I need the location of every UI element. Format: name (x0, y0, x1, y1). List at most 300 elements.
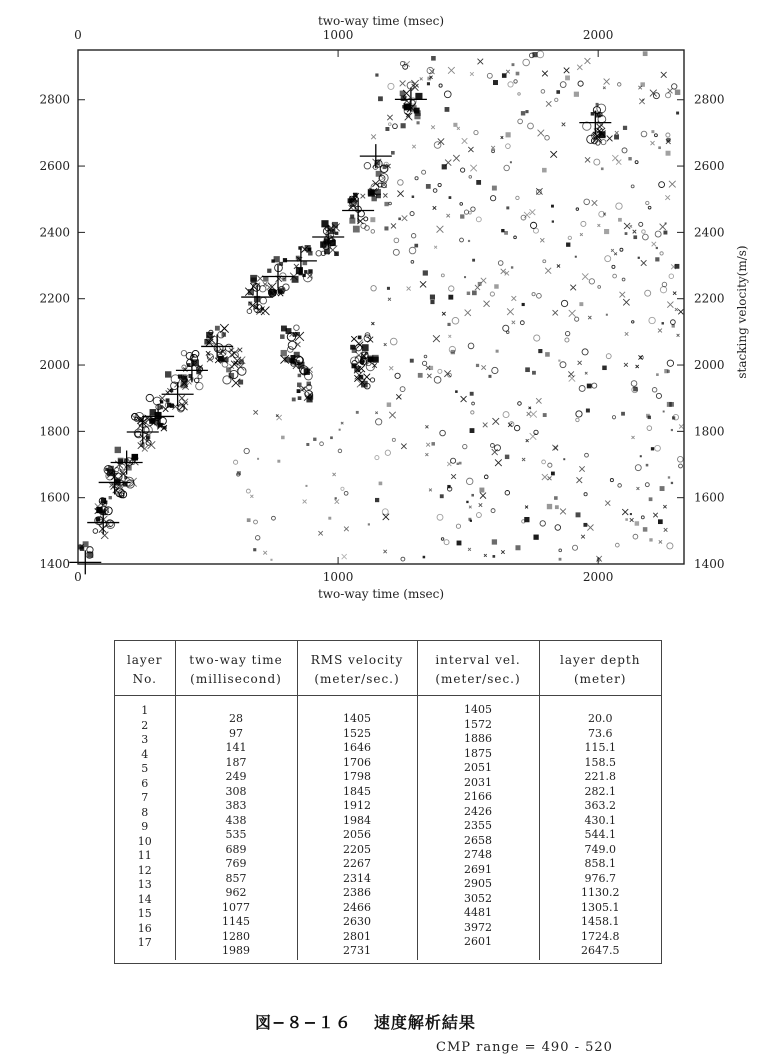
scatter-point (223, 376, 231, 384)
scatter-point (659, 540, 662, 543)
scatter-point (440, 494, 444, 498)
scatter-point (566, 242, 570, 246)
scatter-point (632, 321, 634, 323)
scatter-point (516, 72, 520, 76)
scatter-point (423, 556, 426, 559)
scatter-point (579, 466, 584, 471)
y-tick-label-left: 2800 (39, 92, 70, 107)
scatter-point (471, 207, 475, 211)
scatter-point (313, 438, 316, 441)
scatter-point (417, 121, 420, 124)
scatter-point (641, 260, 647, 266)
scatter-point (269, 289, 276, 296)
scatter-point (587, 524, 593, 530)
scatter-point (556, 90, 560, 94)
scatter-point (630, 225, 632, 227)
scatter-point (652, 242, 656, 246)
two-way-time-value: 141 (225, 741, 247, 754)
scatter-point (579, 386, 585, 392)
scatter-point (501, 550, 504, 553)
scatter-point (238, 380, 243, 385)
scatter-point (490, 443, 494, 447)
rms-velocity-value: 2801 (343, 929, 371, 943)
scatter-point (334, 251, 339, 256)
two-way-time-value: 1077 (222, 900, 250, 914)
scatter-point (675, 264, 680, 269)
velocity-table-container (114, 640, 662, 964)
layer-no-value: 15 (137, 907, 152, 920)
scatter-point (599, 211, 605, 217)
scatter-point (330, 436, 333, 439)
x-tick-label-top: 0 (74, 28, 82, 42)
scatter-point (648, 206, 651, 209)
scatter-point (254, 520, 258, 524)
scatter-point (492, 539, 497, 544)
scatter-point (583, 523, 587, 527)
scatter-point (388, 123, 391, 126)
two-way-time-value: 857 (225, 871, 247, 885)
scatter-point (361, 194, 366, 199)
scatter-point (107, 469, 114, 476)
scatter-point (665, 195, 670, 200)
scatter-point (635, 465, 641, 471)
scatter-point (370, 378, 374, 382)
y-tick-label-right: 1600 (694, 490, 725, 505)
scatter-point (379, 482, 383, 486)
scatter-point (542, 168, 547, 173)
scatter-point (529, 407, 531, 409)
rms-velocity-value: 1984 (343, 813, 371, 827)
scatter-point (294, 325, 300, 331)
scatter-point (370, 217, 375, 222)
scatter-point (304, 270, 307, 273)
scatter-point (635, 521, 639, 525)
scatter-point (555, 98, 558, 101)
two-way-time-value: 438 (225, 813, 247, 827)
scatter-point (504, 165, 509, 170)
scatter-point (602, 366, 606, 370)
interval-vel-value: 4481 (464, 906, 492, 919)
scatter-point (671, 429, 673, 431)
scatter-point (537, 293, 542, 298)
scatter-point (639, 222, 643, 226)
scatter-point (576, 411, 582, 417)
scatter-point (662, 322, 664, 324)
scatter-point (460, 214, 464, 218)
scatter-point (678, 309, 683, 314)
scatter-point (514, 425, 519, 430)
scatter-point (585, 453, 589, 457)
scatter-point (271, 259, 274, 262)
scatter-point (633, 230, 637, 234)
scatter-point (217, 350, 224, 357)
scatter-point (453, 123, 457, 127)
layer-no-value: 13 (137, 878, 152, 891)
scatter-point (422, 170, 426, 174)
scatter-point (558, 360, 560, 362)
scatter-point (643, 234, 649, 240)
scatter-point (401, 123, 406, 128)
scatter-point (333, 473, 336, 476)
layer-no-value: 8 (141, 805, 149, 819)
scatter-point (463, 444, 467, 448)
scatter-point (277, 460, 280, 463)
scatter-point (645, 483, 649, 487)
cmp-range-label: CMP range = 490 - 520 (436, 1040, 613, 1055)
scatter-point (597, 224, 600, 227)
scatter-point (546, 101, 551, 106)
scatter-point (424, 355, 427, 358)
scatter-point (652, 387, 657, 392)
scatter-point (514, 80, 517, 83)
scatter-point (530, 222, 536, 228)
scatter-point (229, 373, 234, 378)
scatter-point (618, 484, 622, 488)
scatter-point (370, 191, 374, 195)
scatter-point (480, 493, 486, 499)
layer-depth-value: 363.2 (584, 799, 616, 812)
scatter-point (578, 361, 582, 365)
scatter-point (403, 64, 408, 69)
scatter-point (451, 350, 455, 354)
scatter-point (99, 525, 106, 532)
scatter-point (434, 142, 441, 149)
scatter-point (675, 308, 678, 311)
scatter-point (457, 541, 462, 546)
scatter-point (616, 160, 621, 165)
scatter-point (554, 496, 558, 500)
scatter-point (588, 316, 591, 319)
scatter-point (552, 220, 554, 222)
scatter-point (278, 289, 282, 293)
layer-no-value: 6 (141, 776, 149, 790)
scatter-point (650, 141, 654, 145)
scatter-point (541, 90, 545, 94)
scatter-point (306, 443, 309, 446)
scatter-point (522, 458, 525, 461)
scatter-point (383, 193, 387, 197)
scatter-points (78, 51, 683, 562)
scatter-point (492, 150, 495, 153)
scatter-point (597, 124, 603, 130)
scatter-point (303, 500, 307, 504)
figure-caption (255, 1010, 476, 1033)
scatter-point (382, 509, 388, 515)
scatter-point (506, 144, 511, 149)
scatter-point (358, 211, 364, 217)
scatter-point (420, 77, 423, 80)
scatter-point (655, 257, 659, 261)
scatter-point (496, 350, 499, 353)
layer-no-value: 1 (141, 704, 149, 717)
scatter-point (521, 215, 526, 220)
rms-velocity-value: 2731 (343, 944, 371, 957)
scatter-point (562, 123, 566, 127)
scatter-point (601, 167, 604, 170)
scatter-point (545, 135, 550, 140)
two-way-time-value: 187 (225, 755, 247, 769)
scatter-point (318, 531, 322, 535)
interval-vel-value: 2601 (464, 935, 492, 948)
scatter-point (288, 341, 296, 349)
scatter-point (578, 81, 583, 86)
scatter-point (570, 285, 576, 291)
rms-velocity-value: 1912 (343, 799, 371, 812)
scatter-point (498, 261, 503, 266)
scatter-point (339, 429, 341, 431)
scatter-point (641, 131, 647, 137)
scatter-point (250, 495, 253, 498)
scatter-point (514, 236, 517, 239)
scatter-point (536, 398, 541, 403)
scatter-point (457, 127, 460, 130)
scatter-point (465, 310, 471, 316)
scatter-point (476, 180, 481, 185)
scatter-point (426, 443, 430, 447)
scatter-point (668, 476, 670, 478)
velocity-pick (176, 358, 208, 382)
scatter-point (478, 59, 484, 65)
table-body-row (115, 696, 661, 960)
scatter-point (502, 73, 507, 78)
figure-number: 図−８−１６ (255, 1013, 352, 1032)
scatter-point (476, 217, 481, 222)
scatter-point (542, 71, 548, 77)
scatter-point (470, 520, 472, 522)
scatter-point (576, 512, 581, 517)
scatter-point (551, 472, 555, 476)
scatter-point (677, 334, 680, 337)
scatter-point (643, 51, 648, 56)
two-way-time-value: 769 (225, 857, 247, 870)
scatter-point (508, 82, 513, 87)
scatter-point (448, 67, 455, 74)
scatter-point (585, 157, 590, 162)
scatter-point (304, 369, 310, 375)
scatter-point (532, 293, 535, 296)
scatter-point (124, 476, 127, 479)
scatter-point (412, 195, 414, 197)
scatter-point (560, 82, 566, 88)
layer-depth-value: 158.5 (584, 755, 616, 769)
scatter-point (576, 208, 579, 211)
scatter-point (255, 536, 259, 540)
scatter-point (666, 151, 671, 156)
scatter-point (442, 312, 445, 315)
scatter-point (479, 488, 484, 493)
scatter-point (512, 63, 515, 66)
interval-vel-value: 2691 (464, 862, 492, 876)
scatter-point (540, 238, 544, 242)
scatter-point (422, 361, 426, 365)
scatter-point (605, 256, 611, 262)
scatter-point (495, 459, 502, 466)
interval-vel-value: 1886 (464, 732, 492, 745)
scatter-point (672, 324, 675, 327)
scatter-point (307, 382, 311, 386)
scatter-point (671, 482, 673, 484)
scatter-point (530, 411, 537, 418)
scatter-point (525, 110, 528, 113)
scatter-point (234, 460, 238, 464)
scatter-point (251, 277, 257, 283)
scatter-point (466, 501, 468, 503)
scatter-point (646, 201, 649, 204)
scatter-point (534, 335, 540, 341)
scatter-point (656, 393, 661, 398)
layer-depth-value: 1724.8 (581, 929, 620, 943)
scatter-point (414, 113, 420, 119)
scatter-point (573, 545, 578, 550)
scatter-point (639, 99, 644, 104)
scatter-point (294, 352, 300, 358)
scatter-point (146, 394, 153, 401)
scatter-point (548, 463, 552, 467)
scatter-point (478, 282, 482, 286)
velocity-pick (312, 225, 344, 249)
scatter-point (542, 460, 546, 464)
scatter-point (444, 540, 449, 545)
scatter-point (455, 390, 458, 393)
scatter-point (434, 246, 437, 249)
scatter-point (371, 286, 376, 291)
layer-depth-value: 749.0 (584, 842, 616, 856)
scatter-point (415, 177, 418, 180)
two-way-time-value: 383 (225, 799, 247, 812)
scatter-point (492, 449, 498, 455)
scatter-point (614, 252, 617, 255)
scatter-point (574, 92, 579, 97)
scatter-point (166, 398, 170, 402)
scatter-point (625, 332, 628, 335)
scatter-point (393, 124, 398, 129)
scatter-point (615, 131, 619, 135)
scatter-point (282, 277, 286, 281)
scatter-point (215, 326, 220, 331)
scatter-point (594, 159, 600, 165)
scatter-point (647, 426, 652, 431)
scatter-point (577, 65, 582, 70)
x-tick-label-bottom: 1000 (322, 570, 354, 584)
scatter-point (277, 415, 282, 420)
scatter-point (375, 456, 379, 460)
scatter-point (555, 505, 559, 509)
scatter-point (353, 226, 360, 233)
scatter-point (484, 301, 490, 307)
scatter-point (543, 413, 547, 417)
scatter-point (631, 381, 637, 387)
scatter-point (493, 555, 496, 558)
scatter-point (669, 181, 676, 188)
scatter-point (253, 548, 256, 551)
scatter-point (389, 412, 395, 418)
scatter-point (281, 350, 287, 356)
scatter-point (431, 125, 435, 129)
scatter-point (411, 80, 418, 87)
scatter-point (390, 338, 397, 345)
scatter-point (426, 184, 431, 189)
scatter-point (296, 360, 300, 364)
scatter-point (368, 523, 370, 525)
scatter-point (559, 549, 562, 552)
scatter-point (194, 378, 199, 383)
scatter-point (361, 381, 368, 388)
scatter-point (437, 226, 444, 233)
scatter-point (669, 402, 674, 407)
two-way-time-value: 28 (229, 712, 243, 725)
scatter-point (492, 367, 498, 373)
scatter-point (342, 554, 347, 559)
scatter-point (364, 374, 371, 381)
layer-depth-value: 282.1 (584, 784, 616, 798)
scatter-point (270, 559, 272, 561)
scatter-point (373, 357, 379, 363)
scatter-point (356, 411, 359, 414)
scatter-point (679, 464, 683, 468)
scatter-point (321, 220, 328, 227)
scatter-point (603, 87, 605, 89)
scatter-point (575, 256, 577, 258)
scatter-point (433, 189, 437, 193)
velocity-pick (201, 334, 233, 358)
table-header-row (115, 641, 661, 696)
scatter-point (469, 176, 472, 179)
scatter-point (658, 329, 662, 333)
scatter-point (461, 168, 465, 172)
layer-no-value: 4 (141, 747, 149, 761)
scatter-point (349, 218, 355, 224)
rms-velocity-value: 1525 (343, 726, 371, 740)
scatter-point (484, 554, 487, 557)
velocity-pick (342, 199, 374, 223)
scatter-point (633, 387, 638, 392)
scatter-point (612, 416, 615, 419)
scatter-point (596, 103, 599, 106)
x-axis-label-bottom: two-way time (msec) (317, 587, 445, 601)
y-tick-label-right: 2200 (694, 291, 725, 306)
scatter-point (448, 295, 453, 300)
scatter-point (565, 338, 569, 342)
scatter-point (521, 111, 525, 115)
layer-depth-value: 73.6 (588, 726, 613, 740)
scatter-point (305, 245, 311, 251)
scatter-point (393, 249, 399, 255)
scatter-point (403, 105, 407, 109)
scatter-point (165, 371, 171, 377)
scatter-point (656, 373, 659, 376)
y-tick-label-right: 2400 (694, 225, 725, 240)
scatter-point (592, 200, 598, 206)
scatter-point (640, 455, 642, 457)
scatter-point (649, 538, 652, 541)
x-tick-label-top: 1000 (322, 28, 354, 42)
column-layer-depth (539, 696, 661, 960)
scatter-point (560, 509, 566, 515)
interval-vel-value: 2031 (464, 775, 492, 789)
scatter-point (261, 307, 264, 310)
scatter-point (550, 151, 557, 158)
scatter-point (645, 290, 651, 296)
scatter-point (660, 486, 665, 491)
scatter-point (392, 438, 395, 441)
scatter-point (244, 448, 249, 453)
scatter-point (385, 127, 389, 131)
scatter-point (247, 309, 252, 314)
y-tick-label-right: 2000 (694, 358, 725, 373)
scatter-point (636, 487, 639, 490)
layer-depth-value: 1130.2 (581, 886, 620, 899)
scatter-point (487, 73, 492, 78)
